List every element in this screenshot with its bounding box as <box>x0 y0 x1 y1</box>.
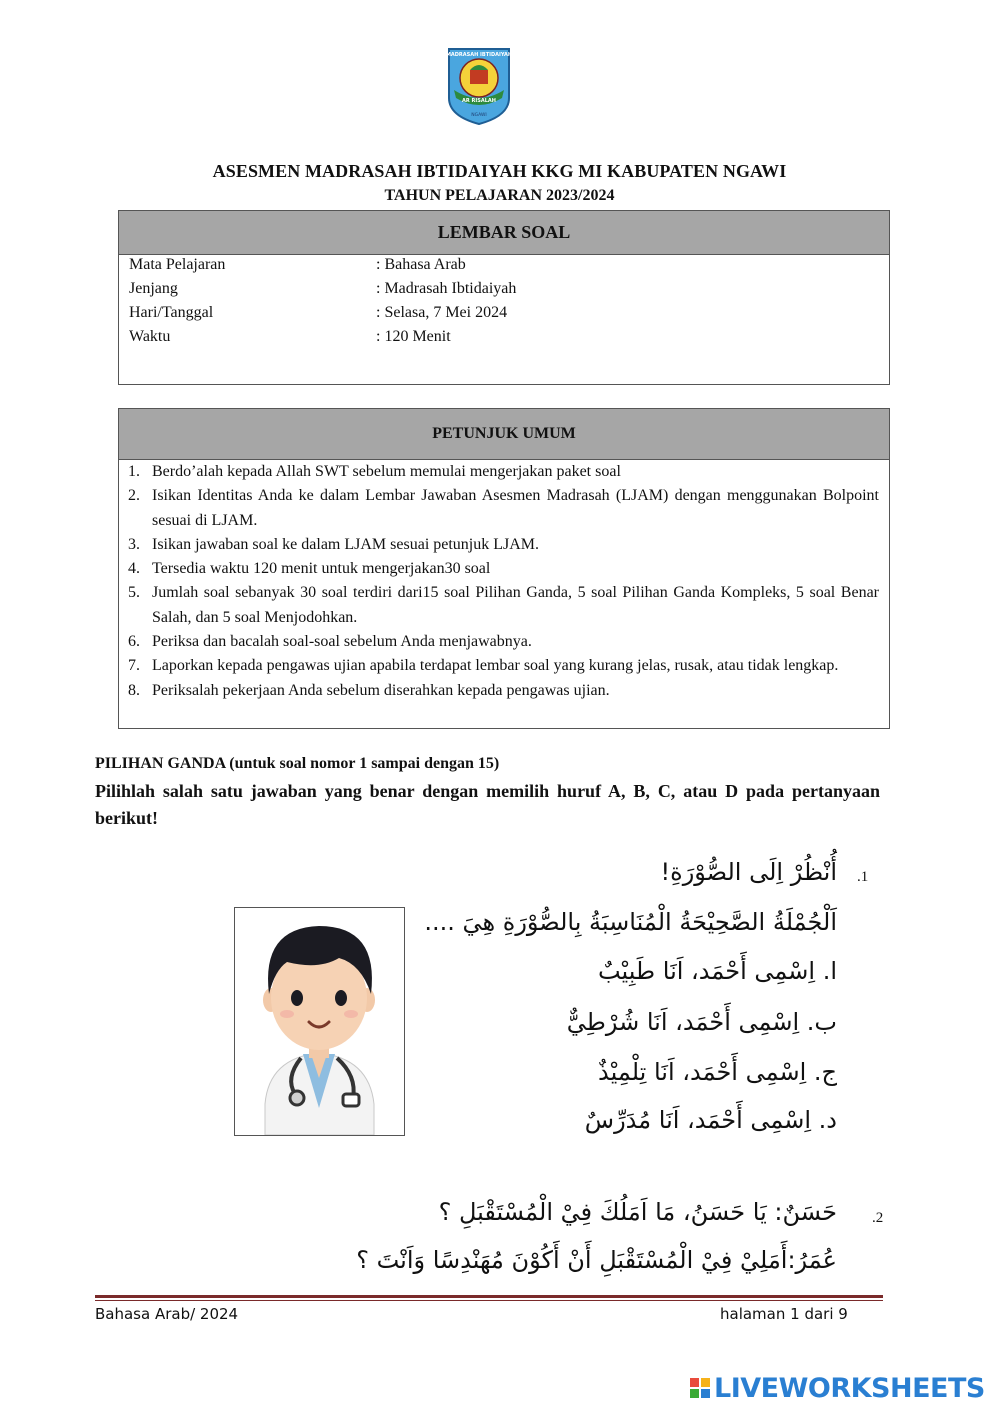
school-logo <box>446 46 512 126</box>
list-text: Jumlah soal sebanyak 30 soal terdiri dari15 soal Pilihan Ganda, 5 soal Pilihan Ganda Kompleks, 5 soal Benar Salah, dan 5 soal Menjodohkan. <box>152 584 879 626</box>
info-label: Jenjang <box>129 280 178 297</box>
footer-subject: Bahasa Arab/ 2024 <box>95 1305 239 1323</box>
list-item <box>119 460 889 484</box>
question-prompt: أُنْظُرْ اِلَى الصُّوْرَةِ! <box>660 858 837 886</box>
logo-ribbon-text: AR RISALAH <box>462 98 496 104</box>
info-label: Waktu <box>129 328 171 345</box>
liveworksheets-logo <box>690 1372 985 1404</box>
footer-page-number: halaman 1 dari 9 <box>720 1305 848 1323</box>
page-title: ASESMEN MADRASAH IBTIDAIYAH KKG MI KABUPATEN NGAWI <box>212 161 787 181</box>
section-instruction: Pilihlah salah satu jawaban yang benar dengan memilih huruf A, B, C, atau D pada pertanyaan berikut! <box>95 781 880 828</box>
info-label: Hari/Tanggal <box>129 304 214 321</box>
list-item <box>119 654 889 678</box>
list-text: Periksa dan bacalah soal-soal sebelum Anda menjawabnya. <box>152 633 532 651</box>
list-text: Berdo’alah kepada Allah SWT sebelum memulai mengerjakan paket soal <box>152 463 621 480</box>
question-number: .1 <box>857 869 869 885</box>
info-value: : Madrasah Ibtidaiyah <box>376 280 517 297</box>
footer-divider <box>95 1300 883 1301</box>
info-value: : Selasa, 7 Mei 2024 <box>376 304 508 321</box>
list-item <box>119 630 889 654</box>
info-label: Mata Pelajaran <box>129 256 226 273</box>
list-number: 8. <box>128 681 140 699</box>
list-text: Isikan Identitas Anda ke dalam Lembar Jawaban Asesmen Madrasah (LJAM) dengan menggunakan Bolpoint sesuai di LJAM. <box>152 487 879 529</box>
list-text: Isikan jawaban soal ke dalam LJAM sesuai petunjuk LJAM. <box>152 535 540 553</box>
list-number: 1. <box>128 463 140 480</box>
question-number: .2 <box>872 1210 884 1226</box>
answer-option-b[interactable]: ب. اِسْمِى أَحْمَد، اَنَا شُرْطِيٌّ <box>566 1008 837 1036</box>
list-item <box>119 533 889 557</box>
question-text: اَلْجُمْلَةُ الصَّحِيْحَةُ الْمُنَاسِبَةُ بِالصُّوْرَةِ هِيَ .... <box>424 908 837 936</box>
list-text: Laporkan kepada pengawas ujian apabila terdapat lembar soal yang kurang jelas, rusak, atau tidak lengkap. <box>152 657 839 675</box>
rules-list <box>119 460 889 703</box>
logo-bottom-text: NGAWI <box>471 113 487 118</box>
answer-option-a[interactable]: ا. اِسْمِى أَحْمَد، اَنَا طَبِيْبٌ <box>597 957 837 985</box>
lembar-soal-box <box>118 210 890 385</box>
dialogue-line: عُمَرُ:أَمَلِيْ فِيْ الْمُسْتَقْبَلِ أَنْ أَكُوْنَ مُهَنْدِسًا وَاَنْتَ ؟ <box>356 1246 837 1274</box>
page-subtitle: TAHUN PELAJARAN 2023/2024 <box>384 187 615 204</box>
list-text: Tersedia waktu 120 menit untuk mengerjakan30 soal <box>152 560 491 578</box>
answer-option-c[interactable]: ج. اِسْمِى أَحْمَد، اَنَا تِلْمِيْذٌ <box>597 1058 837 1086</box>
list-number: 7. <box>128 657 140 675</box>
petunjuk-umum-box <box>118 408 890 729</box>
logo-top-text: MADRASAH IBTIDAIYAH <box>446 52 512 58</box>
list-number: 6. <box>128 633 140 651</box>
brand-blocks-icon <box>690 1378 710 1398</box>
list-number: 2. <box>128 487 140 505</box>
petunjuk-heading: PETUNJUK UMUM <box>119 409 889 460</box>
list-item <box>119 484 889 533</box>
section-title: PILIHAN GANDA (untuk soal nomor 1 sampai dengan 15) <box>95 755 500 772</box>
list-number: 3. <box>128 535 140 553</box>
info-value: : 120 Menit <box>376 328 451 345</box>
list-text: Periksalah pekerjaan Anda sebelum diserahkan kepada pengawas ujian. <box>152 681 610 699</box>
lembar-soal-heading: LEMBAR SOAL <box>119 211 889 255</box>
list-number: 4. <box>128 560 140 578</box>
list-item <box>119 581 889 630</box>
footer-divider <box>95 1295 883 1298</box>
answer-option-d[interactable]: د. اِسْمِى أَحْمَد، اَنَا مُدَرِّسٌ <box>584 1106 837 1134</box>
dialogue-line: حَسَنٌ: يَا حَسَنُ، مَا اَمَلُكَ فِيْ الْمُسْتَقْبَلِ ؟ <box>438 1198 837 1226</box>
doctor-illustration <box>234 907 405 1136</box>
list-number: 5. <box>128 584 140 602</box>
list-item <box>119 557 889 581</box>
info-value: : Bahasa Arab <box>376 256 466 273</box>
brand-text: LIVEWORKSHEETS <box>714 1372 985 1404</box>
list-item <box>119 679 889 703</box>
